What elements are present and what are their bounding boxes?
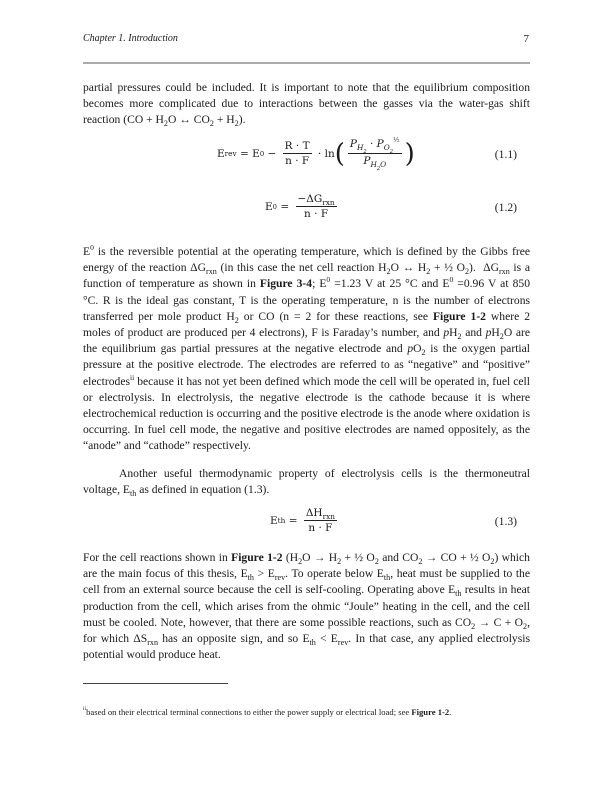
text-run: th [383,573,391,583]
eq-text: H [370,160,377,169]
text-run: are the main focus of this thesis, E [83,567,248,581]
eq-denominator: n · F [304,208,329,220]
text-run: p [443,325,450,339]
text-run: → CO + ½ O [422,551,491,564]
eq-text: ½ [393,136,400,144]
eq-text: = E [236,147,260,160]
figure-reference: Figure 1-2 [231,551,283,564]
text-run: 2 [499,331,504,341]
paragraph [83,550,530,663]
text-run: production from the cell, which arises from the ohmic “Joule” heating in the cell, and the cell [83,599,530,613]
text-run: 2 [337,557,342,566]
text-run: . [449,707,452,717]
eq-text: H [356,143,364,152]
text-run: 2 [234,315,239,325]
eq-text: = [277,200,293,213]
text-run: based on their electrical terminal connections to either the power supply or electrical load; see [86,707,412,717]
eq-denominator: n · F [308,522,333,534]
text-run: , [527,615,530,629]
text-line [83,374,530,390]
text-run: H [449,325,458,339]
eq-numerator: −ΔG [297,193,323,205]
equation-1-3: E th = $\frac{\Delta H_{rxn}}{n \cdot F}$ [270,507,335,534]
text-run: 2 [163,119,168,129]
text-run: occurring. In fuel cell mode, the negative and positive electrodes are named oppositely, as the [83,423,530,437]
paragraph [83,466,530,498]
eq-text: O [383,143,390,152]
footnote-rule [83,683,228,684]
text-run: O ↔ H [390,261,427,275]
text-line [83,112,530,128]
text-run: H [491,325,500,339]
text-run: 2 [386,267,391,277]
text-run: 2 [374,557,379,566]
text-run: th [455,589,462,599]
text-run: + ½ O [341,551,375,564]
text-line [83,357,530,373]
text-line [83,80,530,96]
text-run: p [485,325,492,339]
text-run: E [83,245,91,258]
text-run: th [247,573,254,583]
text-run: as defined in equation (1.3). [136,483,270,497]
text-run: reaction (CO + H [83,113,164,127]
text-run: O → H [302,551,338,564]
text-line [83,599,530,615]
text-run: rxn [498,267,510,277]
text-run: moles of product are produced per 4 electrons), F is Faraday’s number, and [83,325,444,339]
text-line [83,293,530,309]
text-run: rev [274,573,286,583]
text-run: < E [315,631,338,645]
text-run: results in heat [461,583,530,597]
eq-text: P [349,138,357,150]
text-run: “anode” and “cathode” respectively. [83,439,251,453]
text-run: 2 [523,621,528,631]
text-line [83,325,530,341]
text-run: , heat must be supplied to the [390,567,531,581]
text-run: ). ΔG [469,261,499,275]
eq-text: 2 [376,166,381,172]
text-line [83,438,530,454]
text-run: 2 [418,557,423,566]
text-run: 0 [326,275,331,285]
text-run: th [309,637,316,647]
text-run: electrodes [83,374,130,388]
text-run: =1.23 V at 25 °C and E [330,277,450,291]
figure-reference: Figure 1-2 [432,309,486,323]
text-run: function of temperature as shown in [83,277,260,291]
eq-text: rxn [322,512,335,521]
text-run: and [461,325,486,339]
eq-text: = [285,514,301,527]
text-run: for which ΔS [83,631,148,645]
text-run: O [413,342,422,356]
text-line [83,615,530,631]
equation-number: (1.1) [494,148,517,161]
text-run: is the oxygen partial [425,342,530,356]
text-run: Another useful thermodynamic property of electrolysis cells is the thermoneutral [119,467,530,480]
text-run: 2 [457,331,462,341]
text-run: For the cell reactions shown in [83,551,232,564]
text-line [83,466,530,482]
text-run: ; E [312,277,327,291]
text-line [83,482,530,498]
paragraph [83,80,530,129]
text-run: + ½ O [430,261,465,275]
text-run: p [407,342,414,356]
text-run: 2 [421,348,426,358]
figure-reference: Figure 1-2 [411,707,450,717]
text-run: 2 [234,119,239,129]
eq-text: rxn [322,198,335,207]
text-line [83,422,530,438]
text-run: (in this case the net cell reaction H [216,261,387,275]
text-run: because it has not yet been defined which mode the cell will be operated in, fuel cell [134,374,530,388]
text-run: . In that case, any applied electrolysis [348,631,530,645]
text-run: ii [130,372,135,382]
text-run: rev [337,637,349,647]
text-run: =0.96 V at 850 [453,277,530,291]
text-run: voltage, E [83,483,131,497]
eq-text: 2 [363,149,367,155]
header-rule [83,62,530,64]
eq-text: E [217,147,225,160]
text-line [83,390,530,406]
text-line [83,406,530,422]
text-run: + H [213,113,235,127]
text-run: (H [282,551,299,564]
text-run: 2 [471,621,476,631]
text-run: th [130,489,137,499]
paragraph [83,244,530,454]
text-run: ii [83,706,87,712]
text-run: or electrolysis. In electrolysis, the negative electrode is the cathode because it is where [83,390,530,404]
eq-denominator: n · F [285,155,310,167]
text-run: . To operate below E [285,567,384,581]
text-run: 2 [426,267,431,277]
eq-text: E [270,514,278,527]
text-run: rxn [147,637,158,647]
text-run: pressure at the positive electrode. The electrodes are referred to as “negative” and “positive” [83,358,530,372]
text-run: is the reversible potential at the operating temperature, which is defined by the Gibbs free [93,245,530,258]
text-run: or CO (n = 2 for these reactions, see [238,309,433,323]
text-run: rxn [206,267,217,277]
text-run: 2 [490,557,495,566]
text-line [83,276,530,292]
text-line [83,647,530,663]
text-run: cell from an external source because the cell is self-cooling. Operating above E [83,583,456,597]
text-line [83,341,530,357]
text-run: 2 [464,267,470,277]
text-run: has an opposite sign, and so E [158,631,310,645]
eq-text: E [265,200,273,213]
text-run: becomes more complicated due to interactions between the gasses via the water-gas shift [83,97,530,111]
equation-number: (1.2) [494,201,517,214]
eq-numerator: ΔH [305,507,323,519]
eq-text: · ln [314,147,335,160]
eq-text: 2 [389,149,394,155]
text-line [83,96,530,112]
text-run: 0 [449,275,454,285]
eq-text: O [380,160,387,169]
text-line [83,550,530,566]
text-run: °C. R is the ideal gas constant, T is the operating temperature, n is the number of electrons [83,293,530,307]
text-line [83,582,530,598]
text-run: where 2 [485,309,530,323]
text-line [83,566,530,582]
text-run: 2 [298,557,303,566]
text-run: is a [509,261,530,275]
equation-number: (1.3) [494,515,517,528]
text-run: ) which [494,551,530,564]
text-run: must be cooled. Note, however, that there are some possible reactions, such as CO [83,615,472,629]
text-run: O are [503,325,530,339]
text-run: partial pressures could be included. It is important to note that the equilibrium composition [83,81,530,94]
text-run: transferred per mole product H [83,309,235,323]
eq-text: P [376,138,384,150]
text-run: energy of the reaction ΔG [83,261,206,275]
text-line [83,244,530,260]
text-run: 0 [90,243,94,252]
text-run: the equilibrium gas partial pressures at the negative electrode and [83,342,408,356]
text-line [83,309,530,325]
text-run: → C + O [475,615,524,629]
text-run: and CO [378,551,419,564]
equation-1-2: E 0 = $\frac{-\Delta G_{rxn}}{n \cdot F}$ [265,193,335,220]
text-run: ). [238,113,246,127]
eq-text: − [264,147,280,160]
text-run: O ↔ CO [167,113,210,127]
figure-reference: Figure 3-4 [259,277,313,291]
text-run: > E [253,567,275,581]
text-run: electrochemical reduction is occurring and the positive electrode is the anode where oxidation is [83,406,530,420]
text-line [83,631,530,647]
equation-1-1: E rev = E 0 − $\frac{R \cdot T}{n \cdot F}$ · ln ( $\frac{P_{H_2} \cdot P_{O_2}^{\frac{1}{2}}}{P_{H_2O}}$ ) [217,136,415,172]
page-number: 7 [523,33,529,45]
text-line [83,260,530,276]
text-run: 2 [209,119,214,129]
eq-numerator: R · T [284,140,310,152]
eq-text: · [366,138,377,150]
eq-text: P [363,155,371,167]
running-header: Chapter 1. Introduction [83,33,178,44]
footnote [83,707,451,717]
text-run: potential would produce heat. [83,648,221,662]
